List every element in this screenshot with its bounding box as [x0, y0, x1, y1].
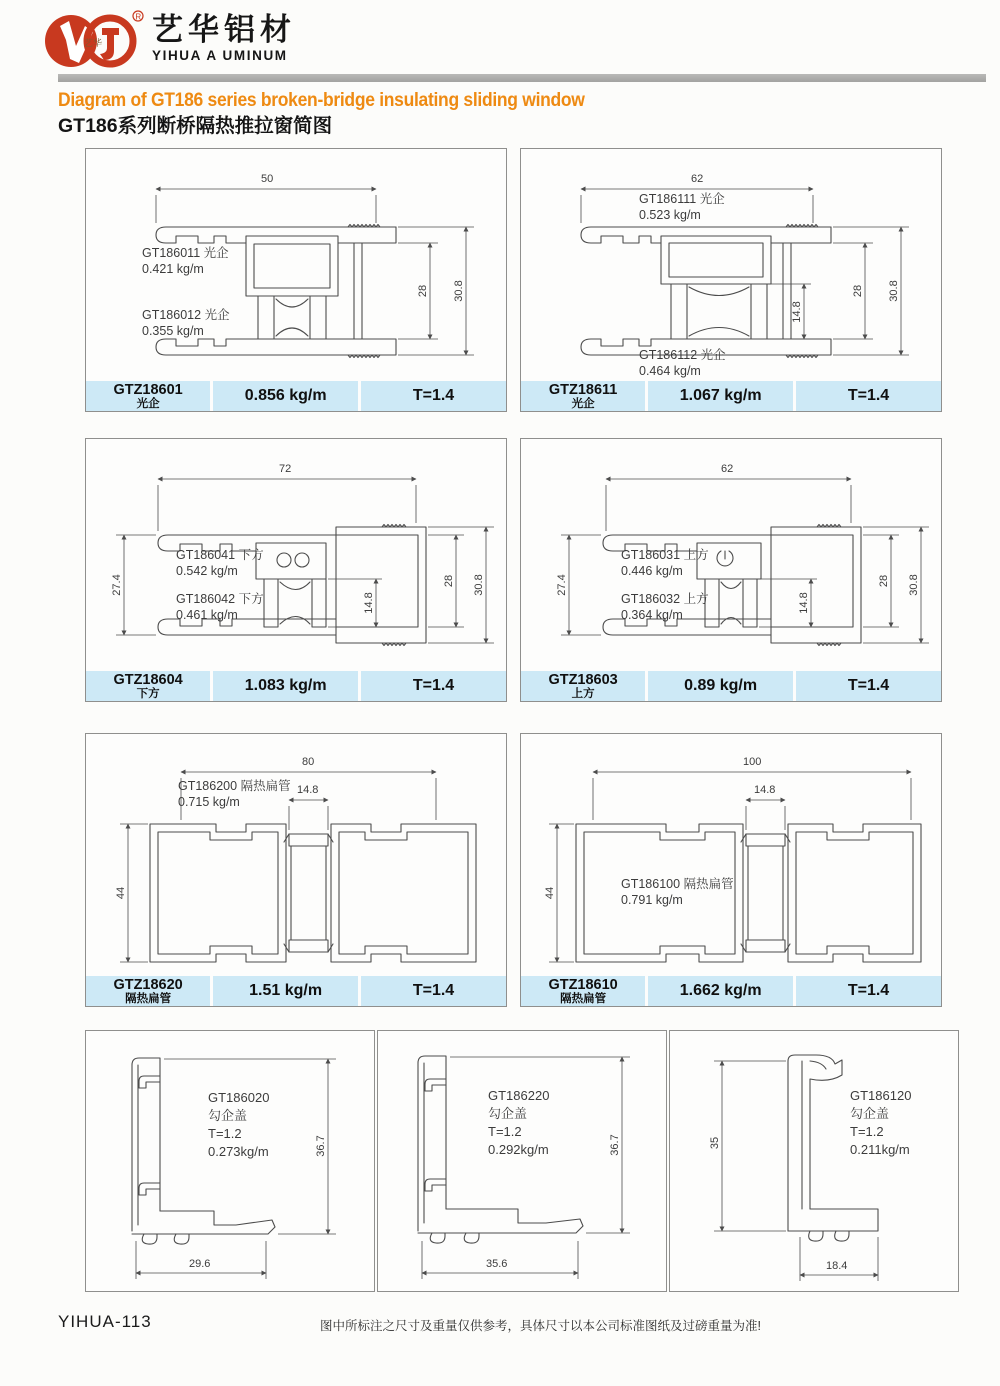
part-code: GT186011	[142, 246, 201, 260]
model-type: 隔热扁管	[125, 992, 172, 1005]
part-label	[176, 547, 264, 579]
model-id: GTZ18601	[113, 381, 183, 398]
part-name: 光企	[699, 192, 725, 206]
dim-outer-height: 30.8	[908, 574, 920, 596]
part-name: 上方	[683, 548, 709, 562]
corner-panel-gt186120	[669, 1030, 959, 1292]
spec-thickness-cell: T=1.4	[361, 976, 506, 1006]
part-thickness: T=1.2	[208, 1126, 242, 1141]
part-code: GT186200	[178, 779, 238, 793]
model-id: GTZ18603	[548, 671, 618, 688]
model-type: 上方	[571, 687, 595, 700]
part-name: 光企	[700, 348, 726, 362]
dim-mid: 14.8	[798, 592, 810, 614]
part-name: 勾企盖	[850, 1106, 890, 1121]
part-code: GT186111	[639, 192, 697, 206]
part-name: 勾企盖	[208, 1108, 248, 1123]
spec-weight-cell: 0.856 kg/m	[213, 381, 358, 411]
brand-block	[152, 14, 296, 63]
model-type: 光企	[571, 397, 595, 410]
dim-inner-height: 28	[852, 284, 864, 298]
page-code: YIHUA-113	[58, 1312, 152, 1331]
spec-thickness-cell: T=1.4	[796, 976, 941, 1006]
part-weight: 0.523 kg/m	[639, 208, 701, 222]
model-type: 下方	[136, 687, 160, 700]
spec-thickness-cell: T=1.4	[796, 381, 941, 411]
dim-top: 62	[691, 173, 704, 185]
part-weight: 0.292kg/m	[488, 1142, 549, 1157]
dim-top: 80	[302, 756, 315, 768]
dim-inner-height: 28	[878, 574, 890, 588]
spec-weight-cell: 1.662 kg/m	[648, 976, 793, 1006]
part-code: GT186100	[621, 877, 681, 891]
logo-seal-text: 艺华	[84, 38, 103, 48]
dim-height: 36.7	[609, 1134, 621, 1156]
brand-name-en: YIHUA A UMINUM	[152, 48, 288, 63]
part-code: GT186032	[621, 592, 681, 606]
spec-thickness-cell: T=1.4	[796, 671, 941, 701]
dim-outer-height: 30.8	[453, 280, 465, 302]
part-code: GT186112	[639, 348, 698, 362]
part-name: 勾企盖	[488, 1106, 528, 1121]
corner-drawing-gt186220	[378, 1031, 666, 1289]
dim-width: 29.6	[189, 1258, 211, 1270]
part-thickness: T=1.2	[850, 1124, 884, 1139]
part-weight: 0.461 kg/m	[176, 608, 238, 622]
part-weight: 0.715 kg/m	[178, 795, 240, 809]
part-label	[639, 347, 726, 379]
part-name: 光企	[204, 308, 230, 322]
part-name: 下方	[238, 548, 264, 562]
dim-top: 62	[721, 463, 734, 475]
part-code: GT186031	[621, 548, 681, 562]
part-label	[176, 591, 264, 623]
part-code: GT186041	[176, 548, 236, 562]
spec-weight-cell: 0.89 kg/m	[648, 671, 793, 701]
part-name: 下方	[238, 592, 264, 606]
part-label	[488, 1087, 549, 1159]
part-weight: 0.446 kg/m	[621, 564, 683, 578]
spec-model-cell	[86, 976, 210, 1006]
part-label	[142, 245, 229, 277]
spec-model-cell	[521, 976, 645, 1006]
spec-model-cell	[86, 381, 210, 411]
corner-panel-gt186220	[377, 1030, 667, 1292]
spec-thickness-cell: T=1.4	[361, 671, 506, 701]
footer-note: 图中所标注之尺寸及重量仅供参考，具体尺寸以本公司标准图纸及过磅重量为准!	[320, 1319, 761, 1333]
spec-thickness-cell: T=1.4	[361, 381, 506, 411]
dim-height: 35	[709, 1136, 721, 1150]
spec-model-cell	[521, 671, 645, 701]
profile-drawing-gtz18604	[86, 439, 506, 671]
part-weight: 0.464 kg/m	[639, 364, 701, 378]
spec-model-cell	[521, 381, 645, 411]
part-code: GT186220	[488, 1088, 550, 1103]
spec-weight-cell: 1.067 kg/m	[648, 381, 793, 411]
part-label	[142, 307, 230, 339]
part-weight: 0.421 kg/m	[142, 262, 204, 276]
part-weight: 0.211kg/m	[850, 1142, 910, 1157]
dim-width: 35.6	[486, 1258, 508, 1270]
page-title-cn: GT186系列断桥隔热推拉窗简图	[58, 115, 333, 137]
corner-drawing-gt186120	[670, 1031, 958, 1289]
brand-logo	[42, 6, 146, 72]
dim-top: 72	[279, 463, 292, 475]
spec-table	[521, 381, 941, 411]
part-code: GT186120	[850, 1088, 912, 1103]
profile-panel-gtz18603	[520, 438, 942, 702]
part-thickness: T=1.2	[488, 1124, 522, 1139]
model-id: GTZ18604	[113, 671, 183, 688]
part-code: GT186012	[142, 308, 202, 322]
dim-left: 27.4	[556, 574, 568, 596]
part-weight: 0.542 kg/m	[176, 564, 238, 578]
spec-table	[86, 976, 506, 1006]
profile-drawing-gtz18603	[521, 439, 941, 671]
spec-weight-cell: 1.51 kg/m	[213, 976, 358, 1006]
dim-mid: 14.8	[754, 784, 776, 796]
spec-model-cell	[86, 671, 210, 701]
profile-panel-gtz18611	[520, 148, 942, 412]
profile-panel-gtz18604	[85, 438, 507, 702]
part-code: GT186042	[176, 592, 236, 606]
dim-inner-height: 28	[417, 284, 429, 298]
dim-mid: 14.8	[791, 301, 803, 323]
part-label	[208, 1089, 269, 1161]
brand-name-cn: 艺华铝材	[152, 12, 296, 47]
profile-panel-gtz18601	[85, 148, 507, 412]
dim-top: 50	[261, 173, 274, 185]
dim-mid: 14.8	[297, 784, 319, 796]
part-name: 光企	[203, 246, 229, 260]
dim-inner-height: 28	[443, 574, 455, 588]
corner-panel-gt186020	[85, 1030, 375, 1292]
part-name: 隔热扁管	[240, 779, 291, 793]
dim-left: 27.4	[111, 574, 123, 596]
logo-right-glyph	[100, 28, 119, 60]
dim-outer-height: 30.8	[888, 280, 900, 302]
part-label	[621, 547, 709, 579]
part-weight: 0.273kg/m	[208, 1144, 269, 1159]
model-type: 光企	[136, 397, 160, 410]
dim-mid: 14.8	[363, 592, 375, 614]
registered-mark: R	[135, 12, 142, 22]
profile-drawing-gtz18611	[521, 149, 941, 381]
part-label	[639, 191, 725, 223]
header-divider-bar	[58, 74, 986, 82]
part-weight: 0.355 kg/m	[142, 324, 204, 338]
spec-weight-cell: 1.083 kg/m	[213, 671, 358, 701]
spec-table	[521, 976, 941, 1006]
profile-drawing-gtz18620	[86, 734, 506, 976]
part-name: 隔热扁管	[683, 877, 734, 891]
spec-table	[86, 381, 506, 411]
profile-drawing-gtz18610	[521, 734, 941, 976]
dim-left: 44	[544, 886, 556, 900]
part-name: 上方	[683, 592, 709, 606]
part-label	[850, 1087, 911, 1159]
model-id: GTZ18610	[548, 976, 618, 993]
dim-top: 100	[743, 756, 762, 768]
dim-width: 18.4	[826, 1260, 848, 1272]
spec-table	[521, 671, 941, 701]
dim-left: 44	[115, 886, 127, 900]
spec-table	[86, 671, 506, 701]
profile-panel-gtz18610	[520, 733, 942, 1007]
model-type: 隔热扁管	[560, 992, 607, 1005]
model-id: GTZ18611	[548, 381, 618, 398]
model-id: GTZ18620	[113, 976, 183, 993]
page-title-en: Diagram of GT186 series broken-bridge insulating sliding window	[58, 88, 585, 111]
dim-height: 36.7	[315, 1135, 327, 1157]
part-weight: 0.791 kg/m	[621, 893, 683, 907]
part-label	[621, 876, 734, 908]
part-code: GT186020	[208, 1090, 270, 1105]
part-label	[621, 591, 709, 623]
dim-outer-height: 30.8	[473, 574, 485, 596]
part-weight: 0.364 kg/m	[621, 608, 683, 622]
part-label	[178, 778, 291, 810]
profile-panel-gtz18620	[85, 733, 507, 1007]
